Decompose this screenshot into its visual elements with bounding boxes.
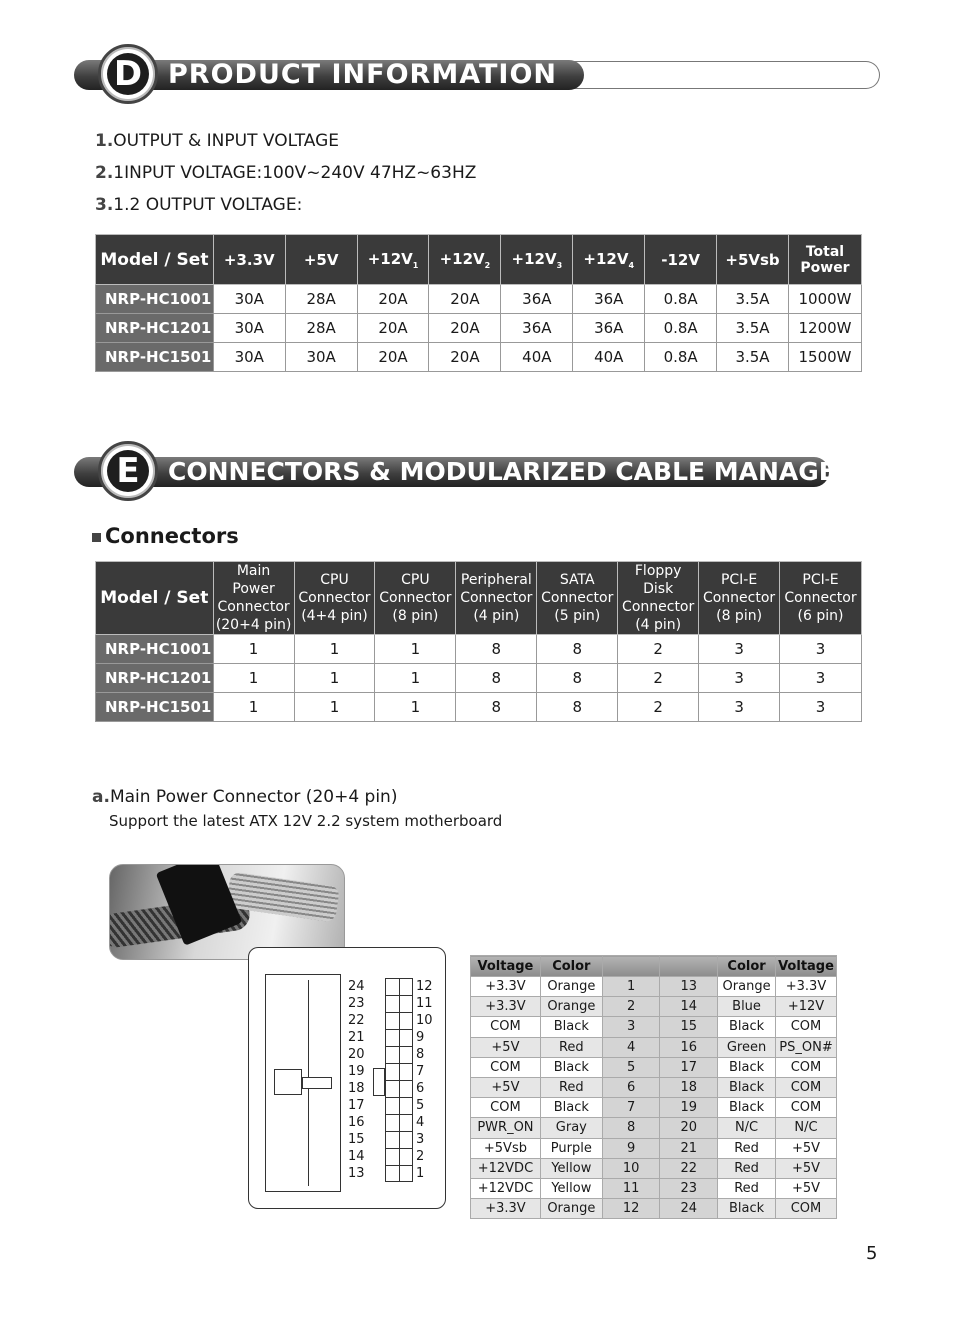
value-cell: +12V [776, 997, 837, 1017]
output-voltage-table [95, 234, 862, 372]
value-cell: 1500W [788, 343, 861, 372]
header-cell: Model / Set [96, 235, 214, 285]
header-cell: Color [718, 956, 776, 977]
pin-number: 20 [348, 1047, 365, 1062]
value-cell: Black [718, 1057, 776, 1077]
pin-number: 23 [348, 996, 365, 1011]
header-cell: CPU Connector (8 pin) [375, 562, 456, 635]
header-cell [602, 956, 660, 977]
model-cell: NRP-HC1001 [96, 285, 214, 314]
pin-number-cell: 12 [602, 1199, 660, 1219]
pin-number-cell: 9 [602, 1138, 660, 1158]
main-power-note: Support the latest ATX 12V 2.2 system motherboard [109, 812, 503, 830]
value-cell: 2 [618, 635, 699, 664]
value-cell: 40A [501, 343, 573, 372]
value-cell: 8 [456, 664, 537, 693]
value-cell: 3 [780, 664, 862, 693]
pin-slot [385, 1063, 413, 1080]
table-row [471, 1098, 837, 1118]
pin-number: 24 [348, 979, 365, 994]
value-cell: 20A [429, 343, 501, 372]
value-cell: COM [471, 1017, 541, 1037]
table-row [96, 285, 862, 314]
value-cell: COM [776, 1098, 837, 1118]
table-row [96, 693, 862, 722]
value-cell: COM [776, 1199, 837, 1219]
pin-number-cell: 11 [602, 1178, 660, 1198]
header-cell: Voltage [776, 956, 837, 977]
voltage-item: 1.OUTPUT & INPUT VOLTAGE [95, 131, 340, 151]
value-cell: PS_ON# [776, 1037, 837, 1057]
pin-number-cell: 1 [602, 977, 660, 997]
value-cell: Orange [540, 1199, 602, 1219]
value-cell: 40A [573, 343, 645, 372]
value-cell: +12VDC [471, 1178, 541, 1198]
table-row [471, 1178, 837, 1198]
connector-latch [274, 1069, 302, 1095]
value-cell: 3.5A [717, 285, 789, 314]
header-cell: SATA Connector (5 pin) [537, 562, 618, 635]
pin-number: 15 [348, 1132, 365, 1147]
pin-number: 8 [416, 1047, 425, 1062]
connector-photo [109, 864, 345, 960]
table-row [96, 635, 862, 664]
value-cell: 1200W [788, 314, 861, 343]
pin-number: 16 [348, 1115, 365, 1130]
value-cell: 1 [375, 635, 456, 664]
table-row [471, 1138, 837, 1158]
value-cell: Orange [718, 977, 776, 997]
value-cell: 20A [357, 314, 429, 343]
model-cell: NRP-HC1501 [96, 343, 214, 372]
pin-slot [385, 1165, 413, 1182]
pin-number-cell: 13 [660, 977, 718, 997]
value-cell: 36A [573, 314, 645, 343]
table-row [96, 664, 862, 693]
header-cell: PCI-E Connector (8 pin) [699, 562, 780, 635]
pin-slot [385, 995, 413, 1012]
pin-number: 3 [416, 1132, 425, 1147]
value-cell: COM [776, 1057, 837, 1077]
value-cell: 1 [213, 664, 294, 693]
value-cell: Green [718, 1037, 776, 1057]
pin-numbers-left [348, 978, 365, 1182]
value-cell: 28A [285, 314, 357, 343]
value-cell: 2 [618, 664, 699, 693]
value-cell: Yellow [540, 1158, 602, 1178]
value-cell: Red [718, 1138, 776, 1158]
table-row [471, 997, 837, 1017]
connector-table [95, 561, 862, 722]
value-cell: 1 [375, 664, 456, 693]
pin-number-cell: 5 [602, 1057, 660, 1077]
header-cell: -12V [645, 235, 717, 285]
header-cell: Floppy Disk Connector (4 pin) [618, 562, 699, 635]
value-cell: Black [718, 1098, 776, 1118]
value-cell: +3.3V [776, 977, 837, 997]
value-cell: COM [471, 1057, 541, 1077]
value-cell: Black [718, 1199, 776, 1219]
header-cell: Peripheral Connector (4 pin) [456, 562, 537, 635]
pin-number: 13 [348, 1166, 365, 1181]
pin-slot [385, 1148, 413, 1165]
header-cell: +3.3V [213, 235, 285, 285]
value-cell: Orange [540, 997, 602, 1017]
pin-number: 18 [348, 1081, 365, 1096]
value-cell: 0.8A [645, 343, 717, 372]
value-cell: N/C [718, 1118, 776, 1138]
value-cell: 20A [357, 343, 429, 372]
pin-number: 6 [416, 1081, 425, 1096]
value-cell: +5Vsb [471, 1138, 541, 1158]
section-e-letter: E [107, 450, 149, 492]
header-cell: +5Vsb [717, 235, 789, 285]
pin-number-cell: 2 [602, 997, 660, 1017]
table-row [471, 1017, 837, 1037]
section-e-badge [98, 441, 158, 501]
pin-number: 5 [416, 1098, 425, 1113]
value-cell: Blue [718, 997, 776, 1017]
pin-number-cell: 23 [660, 1178, 718, 1198]
voltage-item: 3.1.2 OUTPUT VOLTAGE: [95, 195, 303, 215]
header-cell: Voltage [471, 956, 541, 977]
value-cell: 1 [213, 635, 294, 664]
pin-grid [385, 978, 413, 1182]
value-cell: 1 [294, 664, 375, 693]
pin-number-cell: 14 [660, 997, 718, 1017]
value-cell: +12VDC [471, 1158, 541, 1178]
value-cell: N/C [776, 1118, 837, 1138]
value-cell: +5V [471, 1037, 541, 1057]
section-e-title: CONNECTORS & MODULARIZED CABLE MANAGEMENT [168, 457, 916, 486]
voltage-item: 2.1INPUT VOLTAGE:100V~240V 47HZ~63HZ [95, 163, 477, 183]
header-cell: $+12V_4$ [573, 235, 645, 285]
pin-slot [385, 1046, 413, 1063]
value-cell: 8 [537, 664, 618, 693]
value-cell: 8 [456, 693, 537, 722]
pin-slot [385, 1012, 413, 1029]
pinout-table [470, 955, 837, 1219]
pin-number-cell: 16 [660, 1037, 718, 1057]
pin-number-cell: 10 [602, 1158, 660, 1178]
pin-number: 7 [416, 1064, 425, 1079]
value-cell: 1 [375, 693, 456, 722]
value-cell: Black [540, 1057, 602, 1077]
pin-number-cell: 6 [602, 1077, 660, 1097]
value-cell: 3.5A [717, 343, 789, 372]
value-cell: +3.3V [471, 997, 541, 1017]
pin-number: 4 [416, 1115, 425, 1130]
value-cell: 8 [537, 693, 618, 722]
value-cell: Red [718, 1178, 776, 1198]
value-cell: Black [718, 1017, 776, 1037]
pin-number-cell: 21 [660, 1138, 718, 1158]
value-cell: 0.8A [645, 314, 717, 343]
pin-number: 12 [416, 979, 433, 994]
connector-latch-tab [302, 1077, 332, 1089]
value-cell: Red [718, 1158, 776, 1178]
value-cell: 3 [699, 635, 780, 664]
table-row [471, 1158, 837, 1178]
header-cell: $+12V_3$ [501, 235, 573, 285]
header-cell: Color [540, 956, 602, 977]
connector-body [265, 974, 341, 1192]
value-cell: +3.3V [471, 977, 541, 997]
pin-number-cell: 17 [660, 1057, 718, 1077]
value-cell: 20A [429, 285, 501, 314]
value-cell: 36A [501, 285, 573, 314]
pin-number: 1 [416, 1166, 425, 1181]
pin-number-cell: 18 [660, 1077, 718, 1097]
header-cell: $+12V_1$ [357, 235, 429, 285]
value-cell: +5V [776, 1178, 837, 1198]
pin-number: 21 [348, 1030, 365, 1045]
value-cell: COM [471, 1098, 541, 1118]
pin-number-cell: 22 [660, 1158, 718, 1178]
header-cell: Model / Set [96, 562, 214, 635]
value-cell: COM [776, 1077, 837, 1097]
pin-number: 9 [416, 1030, 425, 1045]
section-d-badge [98, 44, 158, 104]
value-cell: 3 [780, 635, 862, 664]
pin-number: 22 [348, 1013, 365, 1028]
header-cell: Main Power Connector (20+4 pin) [213, 562, 294, 635]
table-row [96, 314, 862, 343]
model-cell: NRP-HC1201 [96, 664, 214, 693]
value-cell: Purple [540, 1138, 602, 1158]
pin-number-cell: 15 [660, 1017, 718, 1037]
pin-slot [385, 1114, 413, 1131]
pin-slot [385, 1097, 413, 1114]
header-cell: Total Power [788, 235, 861, 285]
pin-slot [385, 1131, 413, 1148]
table-row [96, 343, 862, 372]
header-cell: +5V [285, 235, 357, 285]
table-header-row [471, 956, 837, 977]
value-cell: 30A [213, 285, 285, 314]
pin-slot [385, 1080, 413, 1097]
model-cell: NRP-HC1501 [96, 693, 214, 722]
value-cell: 0.8A [645, 285, 717, 314]
pin-number: 14 [348, 1149, 365, 1164]
value-cell: 30A [285, 343, 357, 372]
value-cell: +5V [776, 1158, 837, 1178]
section-d-letter: D [107, 53, 149, 95]
table-header-row [96, 562, 862, 635]
value-cell: Red [540, 1077, 602, 1097]
bullet-square-icon [92, 533, 101, 542]
value-cell: 8 [537, 635, 618, 664]
pin-number-cell: 7 [602, 1098, 660, 1118]
main-power-title: a.Main Power Connector (20+4 pin) [92, 787, 398, 807]
voltage-list [95, 128, 476, 224]
value-cell: 8 [456, 635, 537, 664]
pin-number-cell: 24 [660, 1199, 718, 1219]
value-cell: Yellow [540, 1178, 602, 1198]
table-row [471, 1077, 837, 1097]
value-cell: 36A [573, 285, 645, 314]
pin-number-cell: 8 [602, 1118, 660, 1138]
value-cell: Orange [540, 977, 602, 997]
model-cell: NRP-HC1201 [96, 314, 214, 343]
value-cell: Gray [540, 1118, 602, 1138]
pin-number: 2 [416, 1149, 425, 1164]
value-cell: +3.3V [471, 1199, 541, 1219]
pin-number-cell: 20 [660, 1118, 718, 1138]
header-cell [660, 956, 718, 977]
value-cell: 1 [213, 693, 294, 722]
table-row [471, 1118, 837, 1138]
value-cell: Red [540, 1037, 602, 1057]
value-cell: Black [540, 1098, 602, 1118]
page-number: 5 [866, 1243, 878, 1264]
value-cell: 3 [780, 693, 862, 722]
value-cell: 3.5A [717, 314, 789, 343]
pin-number-cell: 4 [602, 1037, 660, 1057]
header-cell: $+12V_2$ [429, 235, 501, 285]
value-cell: 30A [213, 343, 285, 372]
pin-number: 11 [416, 996, 433, 1011]
pin-number-cell: 3 [602, 1017, 660, 1037]
pin-number-cell: 19 [660, 1098, 718, 1118]
value-cell: 30A [213, 314, 285, 343]
value-cell: Black [718, 1077, 776, 1097]
value-cell: +5V [471, 1077, 541, 1097]
pin-slot [385, 978, 413, 995]
value-cell: 1 [294, 635, 375, 664]
model-cell: NRP-HC1001 [96, 635, 214, 664]
value-cell: 2 [618, 693, 699, 722]
value-cell: 1 [294, 693, 375, 722]
header-cell: PCI-E Connector (6 pin) [780, 562, 862, 635]
section-d-bar-outline [554, 61, 880, 89]
header-cell: CPU Connector (4+4 pin) [294, 562, 375, 635]
value-cell: 28A [285, 285, 357, 314]
value-cell: +5V [776, 1138, 837, 1158]
pin-slot [385, 1029, 413, 1046]
section-d-title: PRODUCT INFORMATION [168, 59, 558, 90]
connectors-heading: Connectors [92, 524, 239, 548]
value-cell: Black [540, 1017, 602, 1037]
value-cell: 20A [429, 314, 501, 343]
table-row [471, 1199, 837, 1219]
value-cell: 1000W [788, 285, 861, 314]
table-header-row [96, 235, 862, 285]
connector-clip [373, 1068, 385, 1096]
value-cell: 20A [357, 285, 429, 314]
table-row [471, 1057, 837, 1077]
connector-pinout-diagram [248, 947, 446, 1209]
value-cell: PWR_ON [471, 1118, 541, 1138]
pin-number: 10 [416, 1013, 433, 1028]
value-cell: 3 [699, 664, 780, 693]
pin-number: 19 [348, 1064, 365, 1079]
pin-numbers-right [416, 978, 433, 1182]
value-cell: 36A [501, 314, 573, 343]
value-cell: 3 [699, 693, 780, 722]
table-row [471, 977, 837, 997]
value-cell: COM [776, 1017, 837, 1037]
pin-number: 17 [348, 1098, 365, 1113]
table-row [471, 1037, 837, 1057]
